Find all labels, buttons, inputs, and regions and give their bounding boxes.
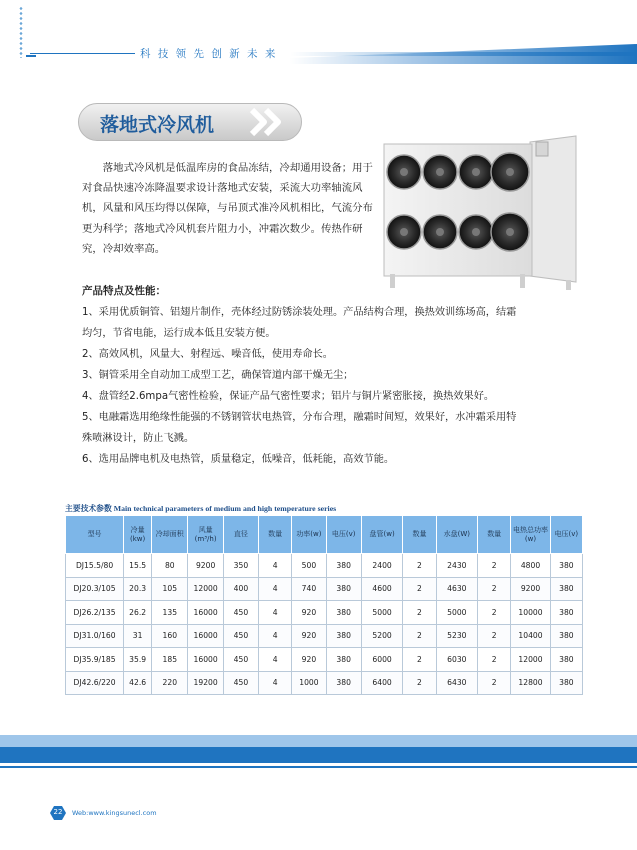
spec-table bbox=[65, 515, 583, 695]
table-cell: 5000 bbox=[436, 601, 478, 625]
table-cell: DJ35.9/185 bbox=[66, 648, 124, 672]
table-cell: 2 bbox=[403, 671, 436, 695]
fan-icon bbox=[387, 155, 421, 189]
table-cell: 920 bbox=[292, 648, 326, 672]
table-cell: DJ26.2/135 bbox=[66, 601, 124, 625]
table-cell: DJ15.5/80 bbox=[66, 554, 124, 578]
table-cell: 450 bbox=[223, 624, 258, 648]
table-body bbox=[66, 554, 583, 695]
table-cell: 6000 bbox=[361, 648, 403, 672]
table-cell: 740 bbox=[292, 577, 326, 601]
fan-icon bbox=[459, 155, 493, 189]
table-cell: 4 bbox=[259, 671, 292, 695]
table-cell: 6430 bbox=[436, 671, 478, 695]
table-cell: 450 bbox=[223, 601, 258, 625]
table-cell: DJ20.3/105 bbox=[66, 577, 124, 601]
table-cell: 4 bbox=[259, 624, 292, 648]
table-cell: 20.3 bbox=[124, 577, 152, 601]
feature-item: 3、铜管采用全自动加工成型工艺，确保管道内部干燥无尘； bbox=[82, 370, 354, 381]
table-cell: 400 bbox=[223, 577, 258, 601]
table-cell: 2 bbox=[403, 577, 436, 601]
table-row bbox=[66, 554, 583, 578]
table-cell: 15.5 bbox=[124, 554, 152, 578]
fan-icon bbox=[387, 215, 421, 249]
features-title: 产品特点及性能： bbox=[82, 285, 166, 297]
table-cell: 2430 bbox=[436, 554, 478, 578]
table-cell: 12000 bbox=[511, 648, 550, 672]
table-cell: 105 bbox=[152, 577, 188, 601]
fan-icon bbox=[459, 215, 493, 249]
table-cell: 26.2 bbox=[124, 601, 152, 625]
footer-line bbox=[0, 766, 637, 768]
table-cell: 2 bbox=[403, 601, 436, 625]
table-cell: 2 bbox=[403, 648, 436, 672]
table-cell: 380 bbox=[326, 554, 361, 578]
table-caption: 主要技术参数 Main technical parameters of medium and high temperature series bbox=[65, 504, 337, 513]
footer-band-light bbox=[0, 735, 637, 747]
table-cell: 2 bbox=[478, 601, 511, 625]
feature-item: 6、选用品牌电机及电热管，质量稳定，低噪音，低耗能，高效节能。 bbox=[82, 454, 395, 465]
table-cell: 5000 bbox=[361, 601, 403, 625]
table-cell: 2400 bbox=[361, 554, 403, 578]
table-cell: 185 bbox=[152, 648, 188, 672]
table-cell: 5200 bbox=[361, 624, 403, 648]
table-cell: 2 bbox=[403, 554, 436, 578]
header-dot-pattern bbox=[18, 6, 24, 58]
table-cell: 35.9 bbox=[124, 648, 152, 672]
table-cell: 380 bbox=[550, 577, 582, 601]
footer-band-dark bbox=[0, 747, 637, 763]
table-cell: 5230 bbox=[436, 624, 478, 648]
intro-text: 落地式冷风机是低温库房的食品冻结，冷却通用设备；用于对食品快速冷冻降温要求设计落地式安装，采流大功率轴流风机，风量和风压均得以保障，与吊顶式准冷风机相比，气流分布更为科学；落地式冷风机套片阻力小，冲霜次数少。传热作研究，冷却效率高。 bbox=[82, 162, 373, 255]
table-cell: 920 bbox=[292, 601, 326, 625]
table-cell: 10400 bbox=[511, 624, 550, 648]
feature-item: 5、电融霜选用绝缘性能强的不锈钢管状电热管，分布合理，融霜时间短，效果好，水冲霜采用特殊喷淋设计，防止飞溅。 bbox=[82, 412, 517, 444]
table-cell: 2 bbox=[478, 624, 511, 648]
table-cell: 4630 bbox=[436, 577, 478, 601]
table-row bbox=[66, 648, 583, 672]
table-header-cell: 型号 bbox=[66, 516, 124, 554]
table-cell: DJ31.0/160 bbox=[66, 624, 124, 648]
table-cell: DJ42.6/220 bbox=[66, 671, 124, 695]
table-cell: 220 bbox=[152, 671, 188, 695]
table-cell: 6400 bbox=[361, 671, 403, 695]
table-cell: 12800 bbox=[511, 671, 550, 695]
table-cell: 450 bbox=[223, 671, 258, 695]
table-cell: 6030 bbox=[436, 648, 478, 672]
table-cell: 4 bbox=[259, 577, 292, 601]
table-cell: 920 bbox=[292, 624, 326, 648]
table-header-cell: 电压(v) bbox=[550, 516, 582, 554]
table-header-cell: 冷量(kw) bbox=[124, 516, 152, 554]
feature-item: 2、高效风机，风量大、射程远、噪音低，使用寿命长。 bbox=[82, 349, 333, 360]
features-list bbox=[82, 302, 522, 470]
table-cell: 380 bbox=[550, 601, 582, 625]
table-header-cell: 数量 bbox=[403, 516, 436, 554]
table-cell: 31 bbox=[124, 624, 152, 648]
table-cell: 16000 bbox=[188, 648, 223, 672]
website-text: Web:www.kingsunecl.com bbox=[72, 809, 157, 817]
table-cell: 4 bbox=[259, 601, 292, 625]
table-cell: 380 bbox=[550, 554, 582, 578]
table-cell: 19200 bbox=[188, 671, 223, 695]
table-cell: 1000 bbox=[292, 671, 326, 695]
table-cell: 380 bbox=[326, 577, 361, 601]
table-cell: 160 bbox=[152, 624, 188, 648]
table-cell: 4 bbox=[259, 648, 292, 672]
table-cell: 9200 bbox=[511, 577, 550, 601]
table-cell: 4800 bbox=[511, 554, 550, 578]
table-cell: 380 bbox=[326, 624, 361, 648]
feature-item: 4、盘管经2.6mpa气密性检验，保证产品气密性要求；铝片与铜片紧密胀接，换热效果好。 bbox=[82, 391, 495, 402]
table-cell: 42.6 bbox=[124, 671, 152, 695]
table-cell: 380 bbox=[550, 624, 582, 648]
table-cell: 2 bbox=[478, 671, 511, 695]
table-cell: 380 bbox=[550, 671, 582, 695]
table-header-cell: 功率(w) bbox=[292, 516, 326, 554]
table-cell: 500 bbox=[292, 554, 326, 578]
table-cell: 350 bbox=[223, 554, 258, 578]
fan-icon bbox=[423, 155, 457, 189]
table-header-cell: 风量(m³/h) bbox=[188, 516, 223, 554]
table-header-cell: 数量 bbox=[478, 516, 511, 554]
table-header-row bbox=[66, 516, 583, 554]
table-header-cell: 盘管(w) bbox=[361, 516, 403, 554]
table-header-cell: 数量 bbox=[259, 516, 292, 554]
table-header-cell: 电压(v) bbox=[326, 516, 361, 554]
table-cell: 380 bbox=[326, 648, 361, 672]
table-cell: 16000 bbox=[188, 601, 223, 625]
fan-icon bbox=[491, 153, 529, 191]
table-cell: 2 bbox=[478, 648, 511, 672]
floor-standing-air-cooler-image bbox=[380, 134, 580, 294]
table-cell: 450 bbox=[223, 648, 258, 672]
intro-paragraph bbox=[82, 158, 377, 259]
table-cell: 12000 bbox=[188, 577, 223, 601]
table-cell: 10000 bbox=[511, 601, 550, 625]
table-row bbox=[66, 624, 583, 648]
table-row bbox=[66, 577, 583, 601]
section-title: 落地式冷风机 bbox=[100, 114, 215, 136]
table-cell: 80 bbox=[152, 554, 188, 578]
table-cell: 4 bbox=[259, 554, 292, 578]
table-header-cell: 电热总功率(w) bbox=[511, 516, 550, 554]
table-cell: 2 bbox=[478, 554, 511, 578]
table-cell: 16000 bbox=[188, 624, 223, 648]
table-header-cell: 冷却面积 bbox=[152, 516, 188, 554]
table-cell: 2 bbox=[403, 624, 436, 648]
header-line bbox=[30, 53, 135, 54]
table-cell: 380 bbox=[326, 671, 361, 695]
page-number: 22 bbox=[53, 808, 63, 816]
fan-icon bbox=[423, 215, 457, 249]
table-cell: 9200 bbox=[188, 554, 223, 578]
table-cell: 380 bbox=[550, 648, 582, 672]
header-swoosh-line bbox=[290, 52, 637, 56]
table-header-cell: 直径 bbox=[223, 516, 258, 554]
table-row bbox=[66, 671, 583, 695]
table-cell: 4600 bbox=[361, 577, 403, 601]
double-chevron-right-icon bbox=[248, 106, 284, 138]
table-row bbox=[66, 601, 583, 625]
table-cell: 2 bbox=[478, 577, 511, 601]
fan-icon bbox=[491, 213, 529, 251]
table-cell: 135 bbox=[152, 601, 188, 625]
feature-item: 1、采用优质铜管、铝翅片制作，壳体经过防锈涂装处理。产品结构合理，换热效训练场高，结霜均匀，节省电能，运行成本低且安装方便。 bbox=[82, 307, 517, 339]
table-cell: 380 bbox=[326, 601, 361, 625]
header-slogan: 科 技 领 先 创 新 未 来 bbox=[140, 48, 278, 60]
table-header-cell: 水盘(W) bbox=[436, 516, 478, 554]
